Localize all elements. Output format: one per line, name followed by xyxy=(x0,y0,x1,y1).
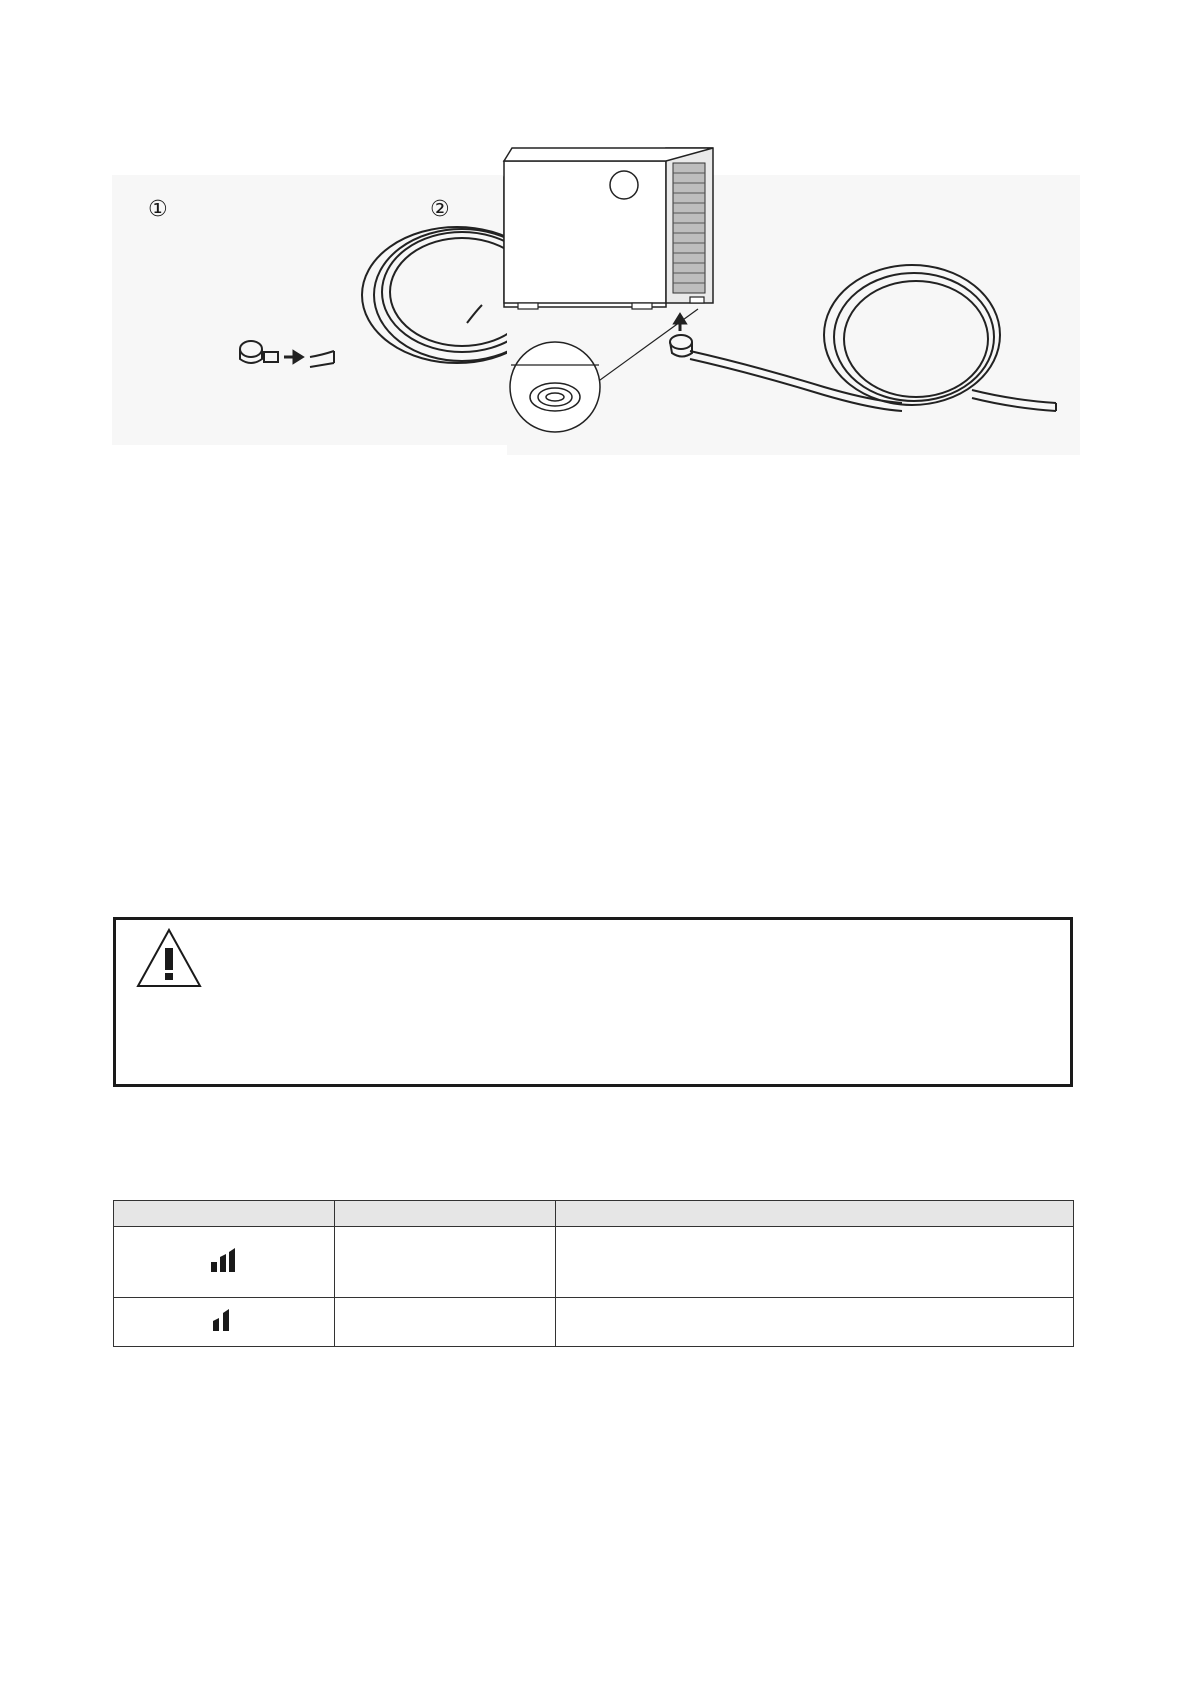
table-cell-icon xyxy=(114,1298,335,1347)
table-cell-mode xyxy=(335,1227,556,1298)
table-header-row xyxy=(114,1201,1074,1227)
step-2-panel xyxy=(430,148,1080,455)
installation-figure xyxy=(112,145,1080,455)
table-cell-icon xyxy=(114,1227,335,1298)
table-cell-description xyxy=(556,1298,1074,1347)
table-cell-description xyxy=(556,1227,1074,1298)
step-1-panel xyxy=(112,175,552,445)
heat-pump-unit xyxy=(504,148,713,309)
table-header-cell xyxy=(114,1201,335,1227)
modes-table xyxy=(113,1200,1074,1347)
table-row xyxy=(114,1298,1074,1347)
table-row xyxy=(114,1227,1074,1298)
step-1-label: ① xyxy=(148,197,168,222)
step-2-label: ② xyxy=(430,197,450,222)
drain-hole-detail xyxy=(510,342,600,432)
step-1-background xyxy=(112,175,522,445)
installation-illustration xyxy=(112,145,1080,455)
warning-box xyxy=(113,917,1073,1087)
table-cell-mode xyxy=(335,1298,556,1347)
table-header-cell xyxy=(335,1201,556,1227)
signal-medium-icon xyxy=(211,1307,237,1333)
warning-triangle-icon xyxy=(134,926,204,990)
table-header-cell xyxy=(556,1201,1074,1227)
signal-strong-icon xyxy=(209,1246,239,1274)
